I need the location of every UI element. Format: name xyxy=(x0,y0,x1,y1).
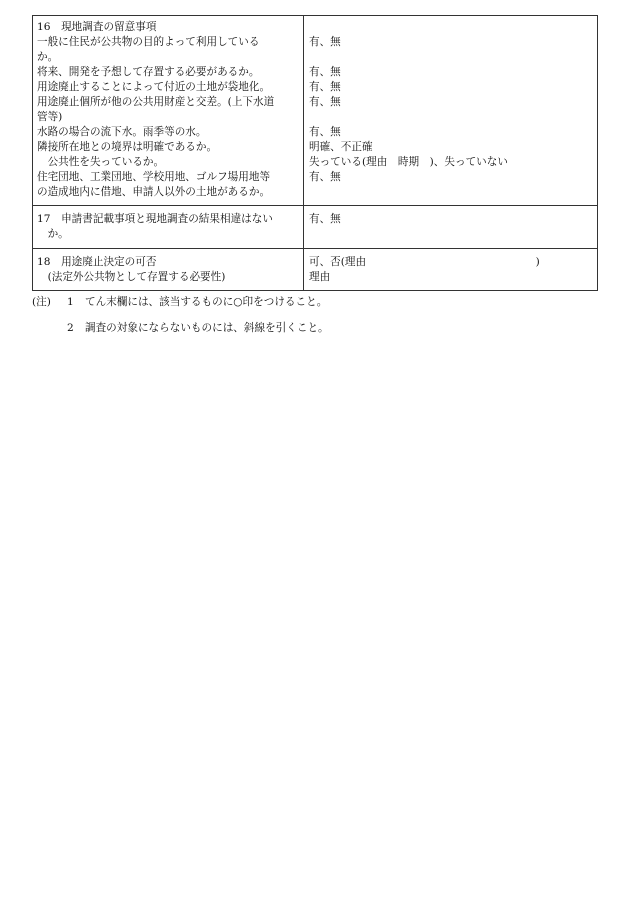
item-16-result-line-6: 有、無 xyxy=(309,96,341,108)
item-16-label-line-11: 住宅団地、工業団地、学校用地、ゴルフ場用地等 xyxy=(37,171,271,183)
item-16-result-line-8: 有、無 xyxy=(309,126,341,138)
item-16-label-line-7: 管等) xyxy=(37,111,63,123)
item-16-result-line-3 xyxy=(309,50,595,65)
item-16-label-line-2: 一般に住民が公共物の目的よって利用している xyxy=(37,36,260,48)
note-text: てん末欄には、該当するものに○印をつけること。 xyxy=(85,296,328,308)
item-18-result-cell xyxy=(309,255,595,285)
note-number: 2 xyxy=(67,322,74,334)
note-item xyxy=(32,293,598,319)
item-16-result-cell xyxy=(309,20,595,200)
item-16-label-line-4: 将来、開発を予想して存置する必要があるか。 xyxy=(37,66,260,78)
item-18-label-cell xyxy=(37,255,299,285)
item-16-label-line-6: 用途廃止個所が他の公共用財産と交差。(上下水道 xyxy=(37,96,275,108)
item-18-label-line-1: 18 用途廃止決定の可否 xyxy=(37,256,157,268)
row-divider-17-18 xyxy=(33,248,597,249)
note-item xyxy=(32,319,598,345)
item-16-label-line-1: 16 現地調査の留意事項 xyxy=(37,21,157,33)
item-16-result-line-5: 有、無 xyxy=(309,81,341,93)
item-18-result-line-2: 理由 xyxy=(309,271,331,283)
notes-prefix: (注) xyxy=(32,296,51,308)
note-number: 1 xyxy=(67,296,74,308)
survey-table xyxy=(32,15,598,291)
item-16-label-line-12: の造成地内に借地、申請人以外の土地があるか。 xyxy=(37,186,271,198)
item-16-label-line-10: 公共性を失っているか。 xyxy=(37,156,165,168)
item-16-result-line-9: 明確、不正確 xyxy=(309,141,373,153)
item-17-result-line-2 xyxy=(309,227,595,242)
item-18-result-line-1: 可、否(理由 ) xyxy=(309,256,540,268)
item-17-result-line-1: 有、無 xyxy=(309,213,341,225)
item-17-result-cell xyxy=(309,212,595,242)
item-16-result-line-2: 有、無 xyxy=(309,36,341,48)
item-17-label-line-2: か。 xyxy=(37,228,69,240)
item-16-label-cell xyxy=(37,20,299,200)
item-16-result-line-11: 有、無 xyxy=(309,171,341,183)
item-18-label-line-2: (法定外公共物として存置する必要性) xyxy=(37,271,226,283)
item-16-label-line-3: か。 xyxy=(37,51,59,63)
item-16-label-line-8: 水路の場合の流下水。雨季等の水。 xyxy=(37,126,207,138)
item-16-result-line-12 xyxy=(309,185,595,200)
column-divider xyxy=(303,16,304,290)
item-16-result-line-7 xyxy=(309,110,595,125)
item-17-label-line-1: 17 申請書記載事項と現地調査の結果相違はない xyxy=(37,213,273,225)
item-16-result-line-4: 有、無 xyxy=(309,66,341,78)
item-17-label-cell xyxy=(37,212,299,242)
note-text: 調査の対象にならないものには、斜線を引くこと。 xyxy=(85,322,329,334)
row-divider-16-17 xyxy=(33,205,597,206)
item-16-result-line-1 xyxy=(309,20,595,35)
item-16-label-line-9: 隣接所在地との境界は明確であるか。 xyxy=(37,141,218,153)
item-16-result-line-10: 失っている(理由 時期 )、失っていない xyxy=(309,156,508,168)
item-16-label-line-5: 用途廃止することによって付近の土地が袋地化。 xyxy=(37,81,271,93)
notes-section xyxy=(32,293,598,345)
